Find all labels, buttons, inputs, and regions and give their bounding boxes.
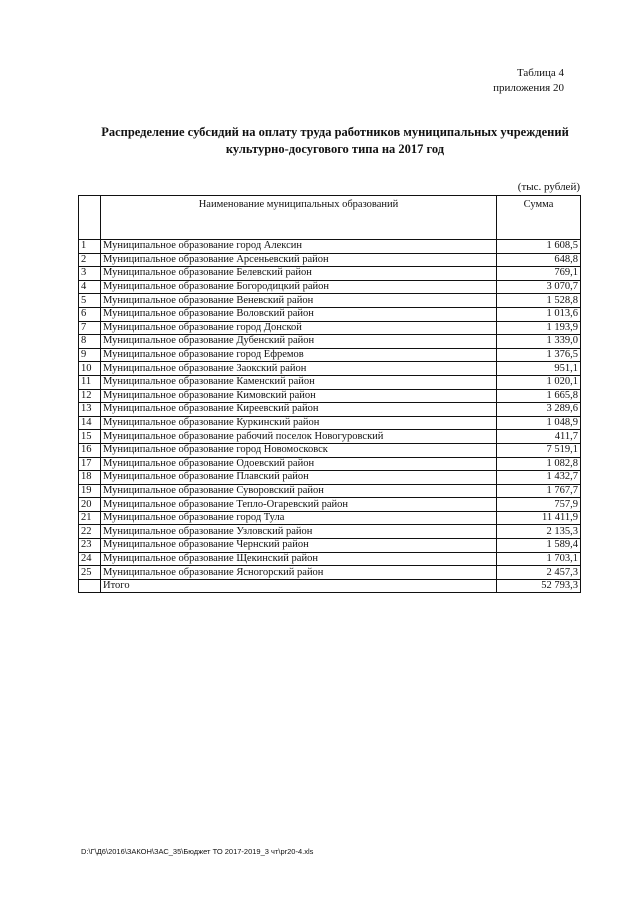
- row-number: 3: [79, 267, 101, 281]
- row-number: 2: [79, 253, 101, 267]
- row-name: Муниципальное образование Веневский район: [101, 294, 497, 308]
- row-sum: 1 013,6: [497, 307, 581, 321]
- row-name: Муниципальное образование город Ефремов: [101, 348, 497, 362]
- row-number: 10: [79, 362, 101, 376]
- row-name: Муниципальное образование Узловский район: [101, 525, 497, 539]
- row-name: Муниципальное образование Щекинский район: [101, 552, 497, 566]
- total-sum: 52 793,3: [497, 579, 581, 593]
- row-number: 11: [79, 375, 101, 389]
- total-name: Итого: [101, 579, 497, 593]
- row-name: Муниципальное образование Дубенский район: [101, 335, 497, 349]
- table-row: [79, 457, 581, 471]
- row-sum: 1 376,5: [497, 348, 581, 362]
- table-row: [79, 552, 581, 566]
- row-sum: 11 411,9: [497, 511, 581, 525]
- row-number: 18: [79, 471, 101, 485]
- column-header-number: [79, 196, 101, 240]
- row-sum: 1 608,5: [497, 240, 581, 254]
- row-sum: 1 082,8: [497, 457, 581, 471]
- table-row: [79, 362, 581, 376]
- row-sum: 7 519,1: [497, 443, 581, 457]
- table-row: [79, 240, 581, 254]
- row-name: Муниципальное образование Плавский район: [101, 471, 497, 485]
- file-path-footer: D:\Г\Д6\2016\ЗАКОН\ЗАС_35\Бюджет ТО 2017-2019_3 чт\pr20-4.xls: [81, 847, 314, 856]
- units-label: (тыс. рублей): [517, 181, 580, 193]
- row-sum: 2 457,3: [497, 566, 581, 580]
- row-number: 23: [79, 539, 101, 553]
- row-number: 19: [79, 484, 101, 498]
- row-sum: 1 589,4: [497, 539, 581, 553]
- row-sum: 411,7: [497, 430, 581, 444]
- row-name: Муниципальное образование Одоевский район: [101, 457, 497, 471]
- table-number-label: Таблица 4: [516, 67, 564, 79]
- row-name: Муниципальное образование Куркинский район: [101, 416, 497, 430]
- row-number: 1: [79, 240, 101, 254]
- row-name: Муниципальное образование город Донской: [101, 321, 497, 335]
- row-sum: 1 703,1: [497, 552, 581, 566]
- appendix-label: приложения 20: [493, 82, 564, 94]
- row-name: Муниципальное образование Каменский район: [101, 375, 497, 389]
- row-number: 7: [79, 321, 101, 335]
- row-name: Муниципальное образование Тепло-Огаревский район: [101, 498, 497, 512]
- total-num: [79, 579, 101, 593]
- row-name: Муниципальное образование Ясногорский район: [101, 566, 497, 580]
- row-sum: 769,1: [497, 267, 581, 281]
- subsidy-table: [78, 195, 581, 593]
- row-number: 14: [79, 416, 101, 430]
- table-row: [79, 267, 581, 281]
- row-sum: 3 289,6: [497, 403, 581, 417]
- column-header-name: Наименование муниципальных образований: [101, 196, 497, 240]
- table-row: [79, 484, 581, 498]
- column-header-sum: Сумма: [497, 196, 581, 240]
- table-row: [79, 321, 581, 335]
- row-name: Муниципальное образование Кимовский район: [101, 389, 497, 403]
- row-sum: 648,8: [497, 253, 581, 267]
- table-row: [79, 471, 581, 485]
- row-sum: 1 665,8: [497, 389, 581, 403]
- table-row: [79, 348, 581, 362]
- row-sum: 1 048,9: [497, 416, 581, 430]
- row-number: 20: [79, 498, 101, 512]
- row-number: 13: [79, 403, 101, 417]
- row-number: 9: [79, 348, 101, 362]
- row-number: 24: [79, 552, 101, 566]
- row-sum: 1 432,7: [497, 471, 581, 485]
- row-name: Муниципальное образование рабочий поселок Новогуровский: [101, 430, 497, 444]
- table-row: [79, 307, 581, 321]
- table-row: [79, 403, 581, 417]
- row-sum: 1 193,9: [497, 321, 581, 335]
- table-total-row: [79, 579, 581, 593]
- title-line-2: культурно-досугового типа на 2017 год: [225, 142, 445, 156]
- row-number: 17: [79, 457, 101, 471]
- table-row: [79, 294, 581, 308]
- row-number: 25: [79, 566, 101, 580]
- document-title: [70, 124, 600, 158]
- title-line-1: Распределение субсидий на оплату труда работников муниципальных учреждений: [101, 125, 569, 139]
- row-name: Муниципальное образование Богородицкий район: [101, 280, 497, 294]
- row-sum: 1 767,7: [497, 484, 581, 498]
- table-row: [79, 498, 581, 512]
- row-name: Муниципальное образование город Алексин: [101, 240, 497, 254]
- row-number: 8: [79, 335, 101, 349]
- table-body: [79, 240, 581, 593]
- row-name: Муниципальное образование Киреевский район: [101, 403, 497, 417]
- row-number: 16: [79, 443, 101, 457]
- row-name: Муниципальное образование Воловский район: [101, 307, 497, 321]
- row-number: 6: [79, 307, 101, 321]
- table-row: [79, 416, 581, 430]
- row-sum: 3 070,7: [497, 280, 581, 294]
- row-number: 22: [79, 525, 101, 539]
- table-row: [79, 335, 581, 349]
- row-number: 12: [79, 389, 101, 403]
- table-row: [79, 280, 581, 294]
- row-name: Муниципальное образование город Новомосковск: [101, 443, 497, 457]
- table-row: [79, 253, 581, 267]
- table-row: [79, 511, 581, 525]
- row-sum: 757,9: [497, 498, 581, 512]
- row-sum: 2 135,3: [497, 525, 581, 539]
- table-row: [79, 525, 581, 539]
- table-row: [79, 539, 581, 553]
- row-name: Муниципальное образование город Тула: [101, 511, 497, 525]
- table-row: [79, 375, 581, 389]
- row-sum: 951,1: [497, 362, 581, 376]
- row-name: Муниципальное образование Суворовский район: [101, 484, 497, 498]
- row-number: 15: [79, 430, 101, 444]
- row-sum: 1 528,8: [497, 294, 581, 308]
- table-header-row: [79, 196, 581, 240]
- table-reference: [493, 66, 564, 96]
- table-row: [79, 443, 581, 457]
- row-name: Муниципальное образование Арсеньевский район: [101, 253, 497, 267]
- row-name: Муниципальное образование Белевский район: [101, 267, 497, 281]
- row-sum: 1 339,0: [497, 335, 581, 349]
- row-number: 5: [79, 294, 101, 308]
- row-name: Муниципальное образование Чернский район: [101, 539, 497, 553]
- table-row: [79, 566, 581, 580]
- row-name: Муниципальное образование Заокский район: [101, 362, 497, 376]
- row-number: 4: [79, 280, 101, 294]
- row-number: 21: [79, 511, 101, 525]
- table-row: [79, 389, 581, 403]
- row-sum: 1 020,1: [497, 375, 581, 389]
- table-row: [79, 430, 581, 444]
